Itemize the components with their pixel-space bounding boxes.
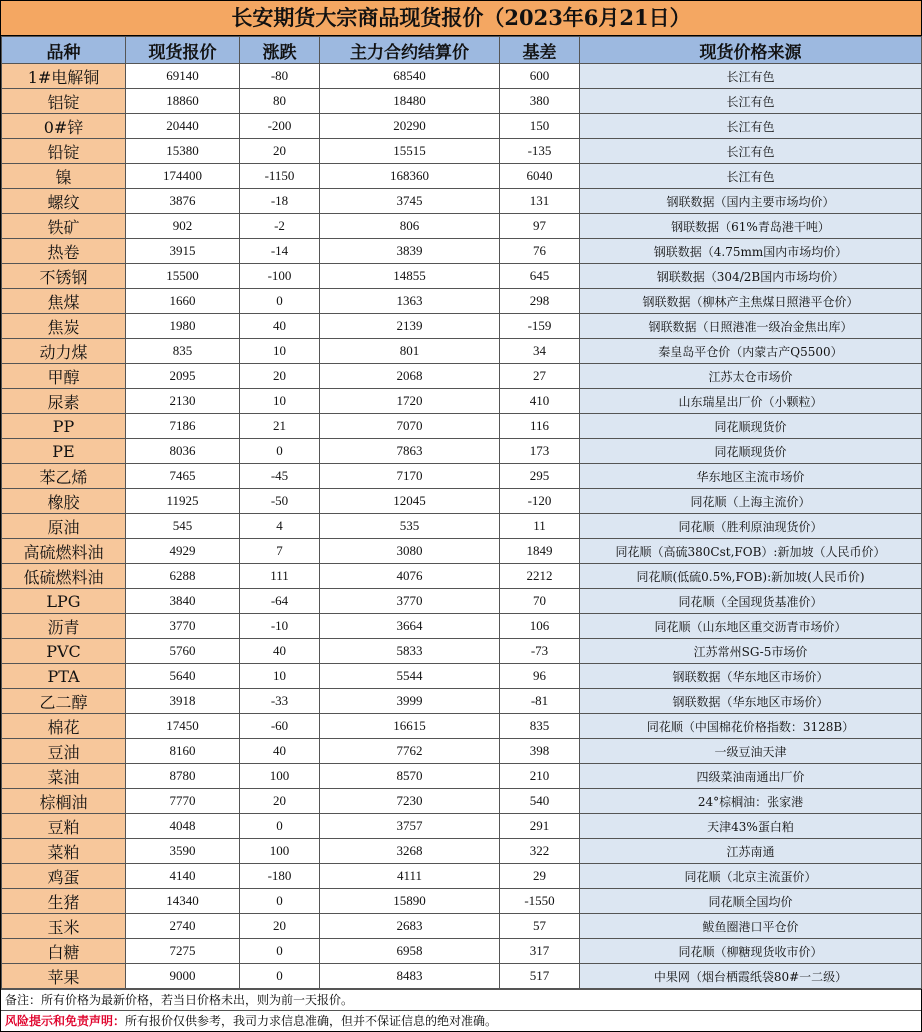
cell-settlement: 7762 [320, 739, 500, 764]
table-row [2, 664, 922, 689]
cell-change: -2 [240, 214, 320, 239]
header-spot-price: 现货报价 [126, 37, 240, 64]
cell-source: 同花顺（柳糖现货收市价） [580, 939, 922, 964]
cell-variety: 尿素 [2, 389, 126, 414]
cell-variety: PTA [2, 664, 126, 689]
cell-settlement: 20290 [320, 114, 500, 139]
table-row [2, 714, 922, 739]
cell-spot-price: 15500 [126, 264, 240, 289]
cell-spot-price: 3876 [126, 189, 240, 214]
cell-spot-price: 8036 [126, 439, 240, 464]
table-row [2, 314, 922, 339]
cell-settlement: 3080 [320, 539, 500, 564]
cell-source: 同花顺（胜利原油现货价） [580, 514, 922, 539]
cell-variety: 1#电解铜 [2, 64, 126, 89]
cell-spot-price: 2740 [126, 914, 240, 939]
cell-spot-price: 14340 [126, 889, 240, 914]
cell-variety: 热卷 [2, 239, 126, 264]
cell-variety: PP [2, 414, 126, 439]
table-row [2, 414, 922, 439]
cell-variety: LPG [2, 589, 126, 614]
cell-variety: 菜油 [2, 764, 126, 789]
cell-spot-price: 8780 [126, 764, 240, 789]
cell-source: 钢联数据（4.75mm国内市场均价） [580, 239, 922, 264]
cell-change: -45 [240, 464, 320, 489]
cell-source: 山东瑞星出厂价（小颗粒） [580, 389, 922, 414]
cell-settlement: 3839 [320, 239, 500, 264]
cell-spot-price: 9000 [126, 964, 240, 989]
cell-variety: 鸡蛋 [2, 864, 126, 889]
table-row [2, 539, 922, 564]
cell-settlement: 7863 [320, 439, 500, 464]
header-change: 涨跌 [240, 37, 320, 64]
cell-spot-price: 4140 [126, 864, 240, 889]
cell-change: 4 [240, 514, 320, 539]
table-row [2, 889, 922, 914]
cell-settlement: 5833 [320, 639, 500, 664]
cell-source: 24°棕榈油：张家港 [580, 789, 922, 814]
cell-source: 秦皇岛平仓价（内蒙古产Q5500） [580, 339, 922, 364]
table-row [2, 589, 922, 614]
cell-spot-price: 3915 [126, 239, 240, 264]
table-row [2, 864, 922, 889]
table-row [2, 214, 922, 239]
cell-change: 20 [240, 914, 320, 939]
cell-settlement: 14855 [320, 264, 500, 289]
cell-settlement: 7070 [320, 414, 500, 439]
cell-variety: 镍 [2, 164, 126, 189]
cell-source: 同花顺现货价 [580, 414, 922, 439]
cell-change: 10 [240, 389, 320, 414]
cell-variety: 焦炭 [2, 314, 126, 339]
cell-change: 40 [240, 314, 320, 339]
cell-source: 江苏常州SG-5市场价 [580, 639, 922, 664]
cell-spot-price: 902 [126, 214, 240, 239]
table-row [2, 614, 922, 639]
cell-spot-price: 17450 [126, 714, 240, 739]
table-row [2, 89, 922, 114]
cell-basis: 1849 [500, 539, 580, 564]
table-row [2, 689, 922, 714]
cell-change: 0 [240, 964, 320, 989]
cell-source: 钢联数据（61%青岛港干吨） [580, 214, 922, 239]
cell-variety: 豆油 [2, 739, 126, 764]
table-row [2, 639, 922, 664]
cell-spot-price: 3918 [126, 689, 240, 714]
cell-settlement: 3664 [320, 614, 500, 639]
cell-spot-price: 5760 [126, 639, 240, 664]
cell-source: 同花顺（全国现货基准价） [580, 589, 922, 614]
cell-basis: 835 [500, 714, 580, 739]
cell-spot-price: 1660 [126, 289, 240, 314]
cell-change: 80 [240, 89, 320, 114]
cell-spot-price: 7465 [126, 464, 240, 489]
cell-variety: 乙二醇 [2, 689, 126, 714]
cell-change: -33 [240, 689, 320, 714]
cell-source: 长江有色 [580, 114, 922, 139]
cell-variety: 苯乙烯 [2, 464, 126, 489]
cell-spot-price: 8160 [126, 739, 240, 764]
cell-change: 0 [240, 289, 320, 314]
cell-spot-price: 545 [126, 514, 240, 539]
cell-spot-price: 6288 [126, 564, 240, 589]
cell-basis: 27 [500, 364, 580, 389]
cell-variety: 生猪 [2, 889, 126, 914]
table-row [2, 939, 922, 964]
cell-variety: 高硫燃料油 [2, 539, 126, 564]
cell-variety: 动力煤 [2, 339, 126, 364]
cell-settlement: 801 [320, 339, 500, 364]
cell-source: 江苏太仓市场价 [580, 364, 922, 389]
header-variety: 品种 [2, 37, 126, 64]
header-basis: 基差 [500, 37, 580, 64]
cell-basis: 645 [500, 264, 580, 289]
table-row [2, 514, 922, 539]
table-row [2, 564, 922, 589]
cell-spot-price: 7186 [126, 414, 240, 439]
cell-source: 一级豆油天津 [580, 739, 922, 764]
cell-change: -14 [240, 239, 320, 264]
cell-change: 7 [240, 539, 320, 564]
cell-basis: -81 [500, 689, 580, 714]
cell-settlement: 2068 [320, 364, 500, 389]
cell-spot-price: 5640 [126, 664, 240, 689]
cell-change: -180 [240, 864, 320, 889]
cell-source: 同花顺（北京主流蛋价） [580, 864, 922, 889]
cell-source: 鲅鱼圈港口平仓价 [580, 914, 922, 939]
cell-settlement: 2683 [320, 914, 500, 939]
cell-basis: 97 [500, 214, 580, 239]
cell-settlement: 1720 [320, 389, 500, 414]
cell-basis: 380 [500, 89, 580, 114]
cell-basis: 29 [500, 864, 580, 889]
cell-settlement: 1363 [320, 289, 500, 314]
cell-settlement: 3757 [320, 814, 500, 839]
footnote: 备注：所有价格为最新价格，若当日价格未出，则为前一天报价。 [1, 989, 921, 1010]
cell-source: 同花顺（中国棉花价格指数：3128B） [580, 714, 922, 739]
cell-change: 20 [240, 139, 320, 164]
cell-basis: 173 [500, 439, 580, 464]
risk-label: 风险提示和免责声明： [5, 1014, 126, 1028]
cell-source: 同花顺(低硫0.5%,FOB):新加坡(人民币价) [580, 564, 922, 589]
table-row [2, 339, 922, 364]
cell-basis: 34 [500, 339, 580, 364]
cell-settlement: 7230 [320, 789, 500, 814]
table-row [2, 439, 922, 464]
cell-settlement: 3999 [320, 689, 500, 714]
cell-variety: 棉花 [2, 714, 126, 739]
cell-source: 中果网（烟台栖霞纸袋80#一二级） [580, 964, 922, 989]
cell-change: -60 [240, 714, 320, 739]
cell-change: 100 [240, 764, 320, 789]
cell-settlement: 168360 [320, 164, 500, 189]
cell-variety: 原油 [2, 514, 126, 539]
cell-settlement: 8570 [320, 764, 500, 789]
cell-settlement: 16615 [320, 714, 500, 739]
cell-change: -100 [240, 264, 320, 289]
cell-settlement: 8483 [320, 964, 500, 989]
cell-spot-price: 4048 [126, 814, 240, 839]
cell-basis: -120 [500, 489, 580, 514]
header-source: 现货价格来源 [580, 37, 922, 64]
cell-change: 40 [240, 739, 320, 764]
cell-spot-price: 20440 [126, 114, 240, 139]
header-settlement: 主力合约结算价 [320, 37, 500, 64]
table-row [2, 189, 922, 214]
table-row [2, 139, 922, 164]
cell-basis: 540 [500, 789, 580, 814]
cell-basis: 96 [500, 664, 580, 689]
cell-source: 同花顺（高硫380Cst,FOB）:新加坡（人民币价） [580, 539, 922, 564]
cell-change: -1150 [240, 164, 320, 189]
table-row [2, 389, 922, 414]
cell-change: -50 [240, 489, 320, 514]
cell-change: 10 [240, 339, 320, 364]
cell-settlement: 2139 [320, 314, 500, 339]
cell-basis: 131 [500, 189, 580, 214]
cell-spot-price: 835 [126, 339, 240, 364]
sheet-title: 长安期货大宗商品现货报价（2023年6月21日） [1, 1, 921, 36]
cell-change: 0 [240, 939, 320, 964]
cell-variety: 铝锭 [2, 89, 126, 114]
cell-basis: -135 [500, 139, 580, 164]
cell-change: 0 [240, 814, 320, 839]
table-row [2, 914, 922, 939]
cell-source: 长江有色 [580, 64, 922, 89]
table-row [2, 964, 922, 989]
table-row [2, 164, 922, 189]
cell-variety: 铁矿 [2, 214, 126, 239]
cell-variety: 苹果 [2, 964, 126, 989]
cell-change: 0 [240, 439, 320, 464]
cell-basis: 210 [500, 764, 580, 789]
table-row [2, 839, 922, 864]
cell-source: 钢联数据（华东地区市场价） [580, 689, 922, 714]
cell-change: 40 [240, 639, 320, 664]
cell-variety: 玉米 [2, 914, 126, 939]
cell-source: 长江有色 [580, 139, 922, 164]
cell-source: 钢联数据（日照港准一级冶金焦出库） [580, 314, 922, 339]
cell-source: 长江有色 [580, 89, 922, 114]
cell-settlement: 18480 [320, 89, 500, 114]
cell-variety: PE [2, 439, 126, 464]
cell-change: 20 [240, 789, 320, 814]
cell-spot-price: 2130 [126, 389, 240, 414]
cell-basis: 517 [500, 964, 580, 989]
cell-settlement: 68540 [320, 64, 500, 89]
table-row [2, 739, 922, 764]
cell-spot-price: 69140 [126, 64, 240, 89]
cell-spot-price: 15380 [126, 139, 240, 164]
table-row [2, 64, 922, 89]
cell-variety: 棕榈油 [2, 789, 126, 814]
cell-change: 20 [240, 364, 320, 389]
cell-basis: 291 [500, 814, 580, 839]
cell-variety: 甲醇 [2, 364, 126, 389]
cell-source: 长江有色 [580, 164, 922, 189]
cell-basis: 11 [500, 514, 580, 539]
cell-source: 钢联数据（国内主要市场均价） [580, 189, 922, 214]
cell-source: 同花顺全国均价 [580, 889, 922, 914]
cell-basis: 76 [500, 239, 580, 264]
cell-change: 0 [240, 889, 320, 914]
cell-source: 钢联数据（柳林产主焦煤日照港平仓价） [580, 289, 922, 314]
cell-variety: 菜粕 [2, 839, 126, 864]
table-row [2, 289, 922, 314]
cell-settlement: 535 [320, 514, 500, 539]
cell-source: 钢联数据（304/2B国内市场均价） [580, 264, 922, 289]
cell-change: -10 [240, 614, 320, 639]
cell-basis: 57 [500, 914, 580, 939]
table-body [2, 64, 922, 989]
cell-source: 江苏南通 [580, 839, 922, 864]
cell-settlement: 5544 [320, 664, 500, 689]
cell-spot-price: 2095 [126, 364, 240, 389]
cell-spot-price: 18860 [126, 89, 240, 114]
cell-spot-price: 3770 [126, 614, 240, 639]
cell-settlement: 3745 [320, 189, 500, 214]
cell-variety: 螺纹 [2, 189, 126, 214]
cell-variety: 低硫燃料油 [2, 564, 126, 589]
cell-spot-price: 174400 [126, 164, 240, 189]
header-row [2, 37, 922, 64]
table-row [2, 114, 922, 139]
cell-variety: 焦煤 [2, 289, 126, 314]
risk-disclaimer [1, 1010, 921, 1031]
cell-settlement: 3268 [320, 839, 500, 864]
cell-source: 钢联数据（华东地区市场价） [580, 664, 922, 689]
table-row [2, 789, 922, 814]
cell-basis: 298 [500, 289, 580, 314]
cell-basis: 410 [500, 389, 580, 414]
cell-basis: 322 [500, 839, 580, 864]
cell-variety: PVC [2, 639, 126, 664]
cell-basis: 6040 [500, 164, 580, 189]
cell-spot-price: 7275 [126, 939, 240, 964]
table-row [2, 239, 922, 264]
cell-change: 21 [240, 414, 320, 439]
cell-spot-price: 11925 [126, 489, 240, 514]
cell-spot-price: 3840 [126, 589, 240, 614]
cell-source: 天津43%蛋白粕 [580, 814, 922, 839]
table-row [2, 489, 922, 514]
cell-settlement: 4111 [320, 864, 500, 889]
cell-change: 100 [240, 839, 320, 864]
cell-change: -18 [240, 189, 320, 214]
cell-source: 同花顺现货价 [580, 439, 922, 464]
cell-variety: 铅锭 [2, 139, 126, 164]
cell-basis: -73 [500, 639, 580, 664]
cell-change: -80 [240, 64, 320, 89]
table-row [2, 464, 922, 489]
cell-basis: 150 [500, 114, 580, 139]
cell-variety: 0#锌 [2, 114, 126, 139]
cell-basis: 70 [500, 589, 580, 614]
cell-basis: 295 [500, 464, 580, 489]
cell-basis: 398 [500, 739, 580, 764]
cell-settlement: 4076 [320, 564, 500, 589]
cell-basis: 317 [500, 939, 580, 964]
cell-spot-price: 1980 [126, 314, 240, 339]
price-table [1, 36, 922, 989]
cell-basis: -159 [500, 314, 580, 339]
cell-settlement: 7170 [320, 464, 500, 489]
cell-settlement: 15890 [320, 889, 500, 914]
cell-source: 华东地区主流市场价 [580, 464, 922, 489]
cell-settlement: 12045 [320, 489, 500, 514]
cell-basis: 116 [500, 414, 580, 439]
cell-change: 10 [240, 664, 320, 689]
risk-text: 所有报价仅供参考，我司力求信息准确，但并不保证信息的绝对准确。 [125, 1014, 498, 1028]
cell-spot-price: 3590 [126, 839, 240, 864]
cell-basis: 600 [500, 64, 580, 89]
cell-variety: 白糖 [2, 939, 126, 964]
cell-variety: 豆粕 [2, 814, 126, 839]
cell-variety: 沥青 [2, 614, 126, 639]
cell-variety: 不锈钢 [2, 264, 126, 289]
cell-settlement: 806 [320, 214, 500, 239]
cell-settlement: 6958 [320, 939, 500, 964]
table-row [2, 364, 922, 389]
cell-spot-price: 7770 [126, 789, 240, 814]
cell-variety: 橡胶 [2, 489, 126, 514]
cell-change: -200 [240, 114, 320, 139]
cell-settlement: 15515 [320, 139, 500, 164]
cell-settlement: 3770 [320, 589, 500, 614]
cell-change: -64 [240, 589, 320, 614]
cell-basis: -1550 [500, 889, 580, 914]
cell-basis: 106 [500, 614, 580, 639]
table-row [2, 264, 922, 289]
cell-change: 111 [240, 564, 320, 589]
table-row [2, 814, 922, 839]
cell-source: 同花顺（上海主流价） [580, 489, 922, 514]
cell-basis: 2212 [500, 564, 580, 589]
table-row [2, 764, 922, 789]
cell-source: 四级菜油南通出厂价 [580, 764, 922, 789]
cell-spot-price: 4929 [126, 539, 240, 564]
cell-source: 同花顺（山东地区重交沥青市场价） [580, 614, 922, 639]
